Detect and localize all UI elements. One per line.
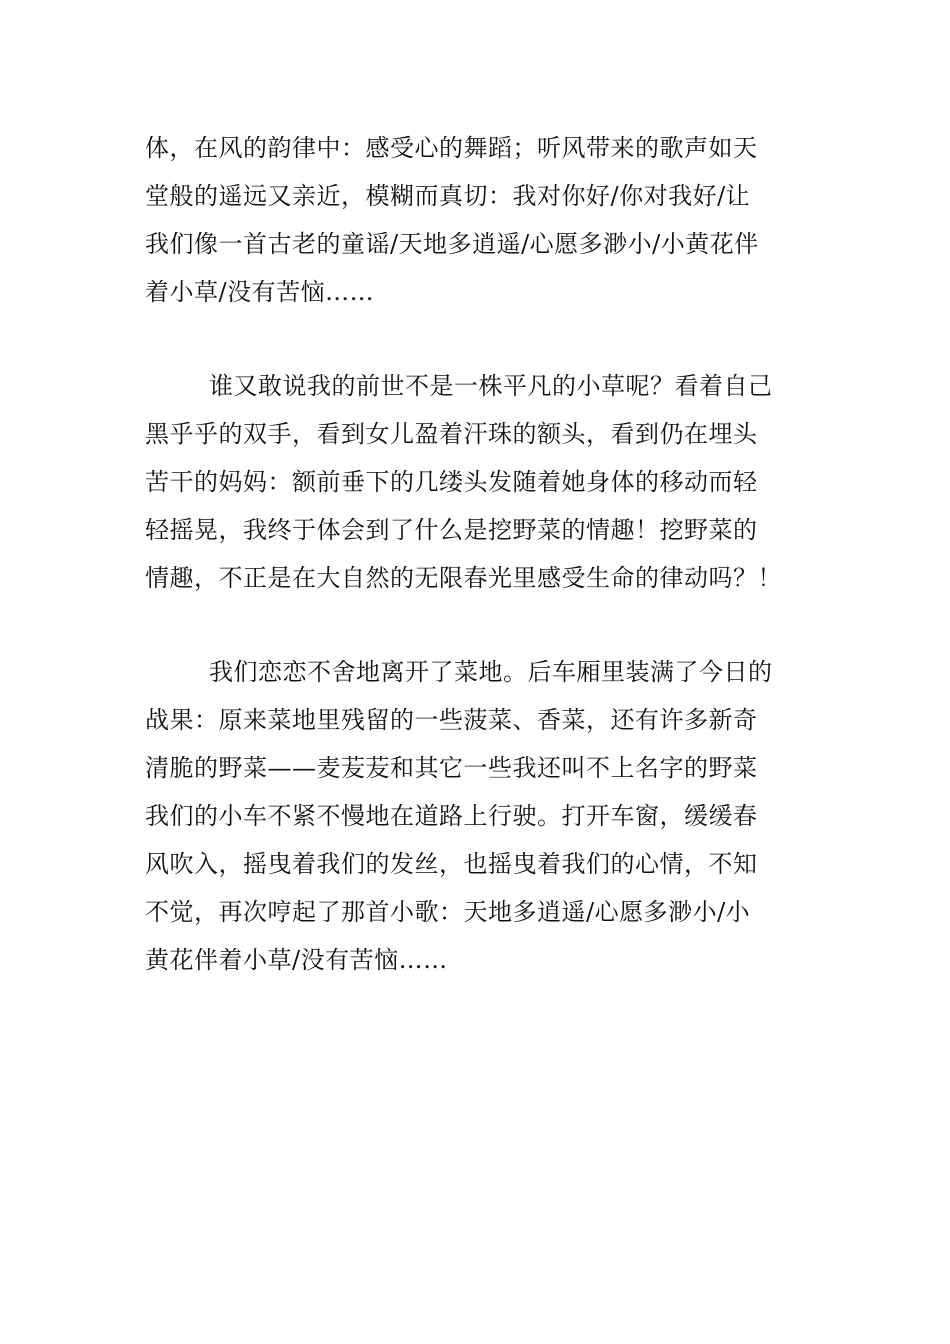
text-line: 苦干的妈妈：额前垂下的几缕头发随着她身体的移动而轻 — [145, 468, 758, 496]
paragraph-gap — [145, 602, 807, 648]
document-page — [145, 124, 807, 984]
text-line: 堂般的遥远又亲近，模糊而真切：我对你好/你对我好/让 — [145, 182, 751, 210]
text-line: 着小草/没有苦恼…… — [145, 278, 375, 306]
text-line: 清脆的野菜——麦苃苃和其它一些我还叫不上名字的野菜 — [145, 754, 758, 782]
text-line: 体，在风的韵律中：感受心的舞蹈；听风带来的歌声如天 — [145, 134, 758, 162]
text-line: 我们像一首古老的童谣/天地多逍遥/心愿多渺小/小黄花伴 — [145, 230, 759, 258]
text-line: 谁又敢说我的前世不是一株平凡的小草呢？看着自己 — [209, 372, 773, 400]
paragraph-3 — [145, 648, 807, 984]
text-line: 不觉，再次哼起了那首小歌：天地多逍遥/心愿多渺小/小 — [145, 898, 751, 926]
paragraph-2 — [145, 362, 807, 602]
text-line: 轻摇晃，我终于体会到了什么是挖野菜的情趣！挖野菜的 — [145, 516, 758, 544]
text-line: 黑乎乎的双手，看到女儿盈着汗珠的额头，看到仍在埋头 — [145, 420, 758, 448]
text-line: 情趣，不正是在大自然的无限春光里感受生命的律动吗？！ — [145, 564, 782, 592]
text-line: 黄花伴着小草/没有苦恼…… — [145, 946, 448, 974]
text-line: 我们的小车不紧不慢地在道路上行驶。打开车窗，缓缓春 — [145, 802, 758, 830]
text-line: 我们恋恋不舍地离开了菜地。后车厢里装满了今日的 — [209, 658, 773, 686]
paragraph-1 — [145, 124, 807, 316]
paragraph-gap — [145, 316, 807, 362]
text-line: 风吹入，摇曳着我们的发丝，也摇曳着我们的心情，不知 — [145, 850, 758, 878]
text-line: 战果：原来菜地里残留的一些菠菜、香菜，还有许多新奇 — [145, 706, 758, 734]
